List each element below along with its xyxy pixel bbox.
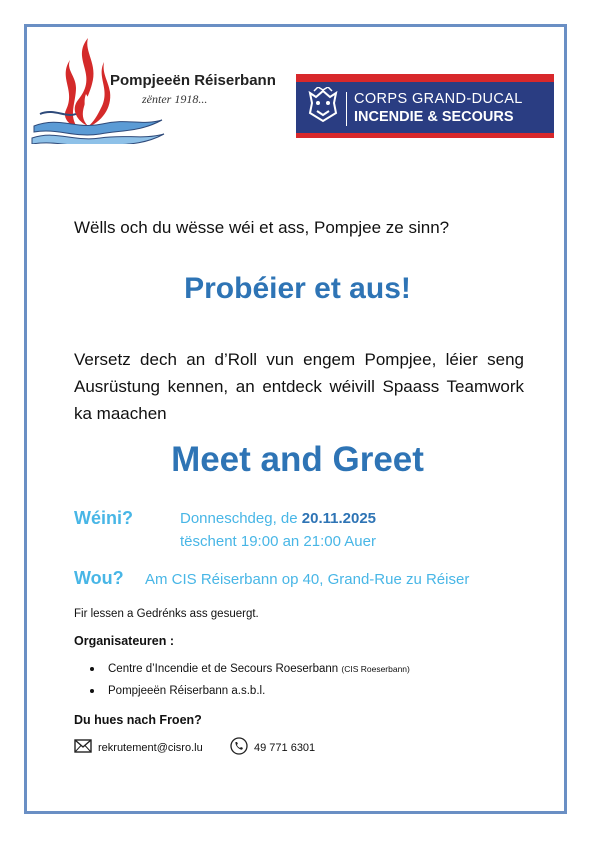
description-paragraph: Versetz dech an d’Roll vun engem Pompjee, léier seng Ausrüstung kennen, an entdeck wéivill Spaass Teamwork ka maachen xyxy=(74,350,524,423)
email-address[interactable]: rekrutement@cisro.lu xyxy=(98,742,203,754)
headline-try-it: Probéier et aus! xyxy=(184,272,411,305)
phone-number[interactable]: 49 771 6301 xyxy=(254,742,316,754)
headline-meet-and-greet: Meet and Greet xyxy=(171,440,424,479)
where-location: Am CIS Réiserbann op 40, Grand-Rue zu Réiser xyxy=(145,571,470,588)
organiser-name: Centre d’Incendie et de Secours Roeserbann xyxy=(108,663,339,675)
flame-logo-icon xyxy=(30,34,280,144)
intro-question: Wëlls och du wësse wéi et ass, Pompjee ze sinn? xyxy=(74,218,450,237)
logo-tagline: zënter 1918... xyxy=(142,92,208,106)
where-label: Wou? xyxy=(74,568,124,588)
refreshments-note: Fir lessen a Gedrénks ass gesuergt. xyxy=(74,608,259,620)
cgdis-line1: CORPS GRAND-DUCAL xyxy=(354,91,523,107)
organiser-name: Pompjeeën Réiserbann a.s.b.l. xyxy=(108,685,266,697)
cgdis-red-stripe-bottom xyxy=(296,133,554,138)
cgdis-separator xyxy=(346,92,347,126)
cgdis-red-stripe-top xyxy=(296,74,554,82)
envelope-icon xyxy=(74,739,92,758)
when-prefix: Donneschdeg, de xyxy=(180,510,302,527)
pompjeeen-reiserbann-logo xyxy=(30,34,280,144)
phone-icon xyxy=(230,737,248,760)
list-item xyxy=(74,684,410,706)
when-time-line: tëschent 19:00 an 21:00 Auer xyxy=(180,533,376,550)
when-date-line xyxy=(180,510,376,527)
logo-org-name: Pompjeeën Réiserbann xyxy=(110,72,276,89)
list-item xyxy=(74,662,410,684)
cgdis-line2: INCENDIE & SECOURS xyxy=(354,109,514,125)
when-label: Wéini? xyxy=(74,508,133,528)
cgdis-logo xyxy=(296,74,554,138)
organisers-heading: Organisateuren : xyxy=(74,634,175,648)
organisers-list xyxy=(74,662,410,706)
email-contact[interactable] xyxy=(74,738,203,758)
questions-heading: Du hues nach Froen? xyxy=(74,713,202,727)
event-date: 20.11.2025 xyxy=(301,510,377,527)
organiser-abbrev: (CIS Roeserbann) xyxy=(341,664,410,674)
lion-emblem-icon xyxy=(306,87,340,130)
phone-contact[interactable] xyxy=(230,738,315,758)
